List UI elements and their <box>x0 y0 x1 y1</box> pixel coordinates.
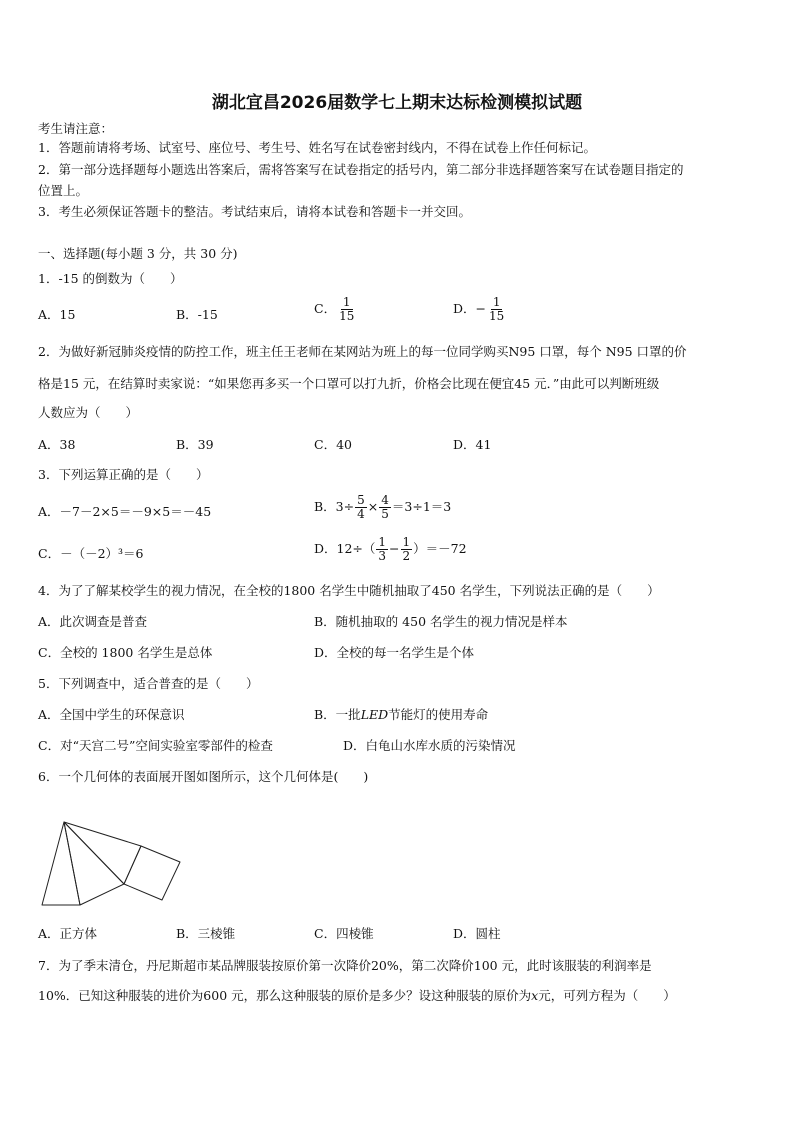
q4-option-c: C．全校的 1800 名学生是总体 <box>38 645 213 660</box>
q5-option-d: D．白龟山水库水质的污染情况 <box>343 738 516 753</box>
q3-option-d-label: D．12÷（ <box>314 541 376 556</box>
q7-line-2-post: 元，可列方程为（ ） <box>538 988 676 1003</box>
q1-option-b: B．-15 <box>176 307 218 322</box>
notice-item-2-cont: 位置上。 <box>38 183 89 198</box>
q2-line-2: 格是15 元，在结算时卖家说：“如果您再多买一个口罩可以打九折，价格会比现在便宜45 元．”由此可以判断班级 <box>38 376 660 391</box>
q1-option-d <box>453 296 507 323</box>
q3-option-b <box>314 494 451 521</box>
q4-option-d: D．全校的每一名学生是个体 <box>314 645 475 660</box>
q1-option-a: A．15 <box>38 307 76 322</box>
section-heading: 一、选择题(每小题 3 分，共 30 分) <box>38 246 238 261</box>
notice-item-2: 2．第一部分选择题每小题选出答案后，需将答案写在试卷指定的括号内，第二部分非选择题答案写在试卷题目指定的 <box>38 162 684 177</box>
q3-option-b-rest: ＝3÷1＝3 <box>391 499 452 514</box>
q3-option-a: A．－7－2×5＝－9×5＝－45 <box>38 504 212 519</box>
fraction-denominator: 3 <box>378 549 387 563</box>
notice-item-3: 3．考生必须保证答题卡的整洁。考试结束后，请将本试卷和答题卡一并交回。 <box>38 204 471 219</box>
q3-option-d <box>314 536 467 563</box>
fraction-denominator: 4 <box>357 507 365 521</box>
q6-option-d: D．圆柱 <box>453 926 501 941</box>
times-sign: × <box>367 499 379 514</box>
q1-option-c <box>314 296 357 323</box>
page-title: 湖北宜昌2026届数学七上期末达标检测模拟试题 <box>211 93 583 113</box>
fraction <box>379 494 391 521</box>
q6-net-figure <box>38 818 188 910</box>
q5-option-b-post: 节能灯的使用寿命 <box>388 707 489 722</box>
net-triangle-top <box>64 822 141 884</box>
q6-stem: 6．一个几何体的表面展开图如图所示，这个几何体是( ) <box>38 769 369 784</box>
q3-option-d-rest: ）＝－72 <box>413 541 467 556</box>
q6-option-c: C．四棱锥 <box>314 926 374 941</box>
q2-option-a: A．38 <box>38 437 76 452</box>
fraction-numerator: 1 <box>402 535 411 549</box>
fraction-denominator: 15 <box>489 309 505 323</box>
fraction <box>355 494 367 521</box>
net-triangle-left <box>42 822 80 905</box>
fraction <box>376 536 388 563</box>
q3-stem: 3．下列运算正确的是（ ） <box>38 467 209 482</box>
q2-line-3: 人数应为（ ） <box>38 405 139 420</box>
q6-option-b: B．三棱锥 <box>176 926 236 941</box>
fraction-numerator: 1 <box>492 295 501 309</box>
fraction-denominator: 15 <box>339 309 355 323</box>
q5-option-b-pre: B．一批 <box>314 707 361 722</box>
q5-stem: 5．下列调查中，适合普查的是（ ） <box>38 676 259 691</box>
fraction-denominator: 5 <box>381 507 389 521</box>
q5-option-b-led: LED <box>360 707 389 722</box>
fraction <box>401 536 413 563</box>
q3-option-c: C．－（－2）³＝6 <box>38 546 144 561</box>
q4-stem: 4．为了了解某校学生的视力情况，在全校的1800 名学生中随机抽取了450 名学生，下列说法正确的是（ ） <box>38 583 660 598</box>
minus-sign: − <box>475 301 487 316</box>
q1-option-d-label: D． <box>453 301 476 316</box>
q4-option-a: A．此次调查是普查 <box>38 614 148 629</box>
minus-sign: − <box>389 541 400 556</box>
q2-option-b: B．39 <box>176 437 214 452</box>
q1-option-d-fraction <box>487 296 506 323</box>
fraction-numerator: 5 <box>357 493 365 507</box>
q1-stem: 1．-15 的倒数为（ ） <box>38 271 183 286</box>
q3-option-b-label: B．3÷ <box>314 499 355 514</box>
q7-line-2 <box>38 988 676 1004</box>
q4-option-b: B．随机抽取的 450 名学生的视力情况是样本 <box>314 614 568 629</box>
q5-option-c: C．对“天宫二号”空间实验室零部件的检查 <box>38 738 273 753</box>
fraction-denominator: 2 <box>402 549 411 563</box>
fraction-numerator: 1 <box>378 535 387 549</box>
net-square <box>124 846 180 900</box>
q2-line-1: 2．为做好新冠肺炎疫情的防控工作，班主任王老师在某网站为班上的每一位同学购买N95 口罩，每个 N95 口罩的价 <box>38 344 687 359</box>
q5-option-b <box>314 707 488 723</box>
q7-line-2-pre: 10%．已知这种服装的进价为600 元，那么这种服装的原价是多少？设这种服装的原价为 <box>38 988 532 1003</box>
q2-option-c: C．40 <box>314 437 352 452</box>
q6-option-a: A．正方体 <box>38 926 98 941</box>
notice-heading: 考生请注意： <box>38 121 114 136</box>
notice-item-1: 1．答题前请将考场、试室号、座位号、考生号、姓名写在试卷密封线内，不得在试卷上作任何标记。 <box>38 140 596 155</box>
q1-option-c-fraction <box>337 296 356 323</box>
q1-option-c-label: C． <box>314 301 337 316</box>
q7-line-1: 7．为了季末清仓，丹尼斯超市某品牌服装按原价第一次降价20%，第二次降价100 元，此时该服装的利润率是 <box>38 958 652 973</box>
fraction-numerator: 4 <box>381 493 389 507</box>
fraction-numerator: 1 <box>342 295 351 309</box>
variable-x: x <box>531 988 539 1003</box>
q2-option-d: D．41 <box>453 437 492 452</box>
net-triangle-mid <box>64 822 124 905</box>
q5-option-a: A．全国中学生的环保意识 <box>38 707 185 722</box>
